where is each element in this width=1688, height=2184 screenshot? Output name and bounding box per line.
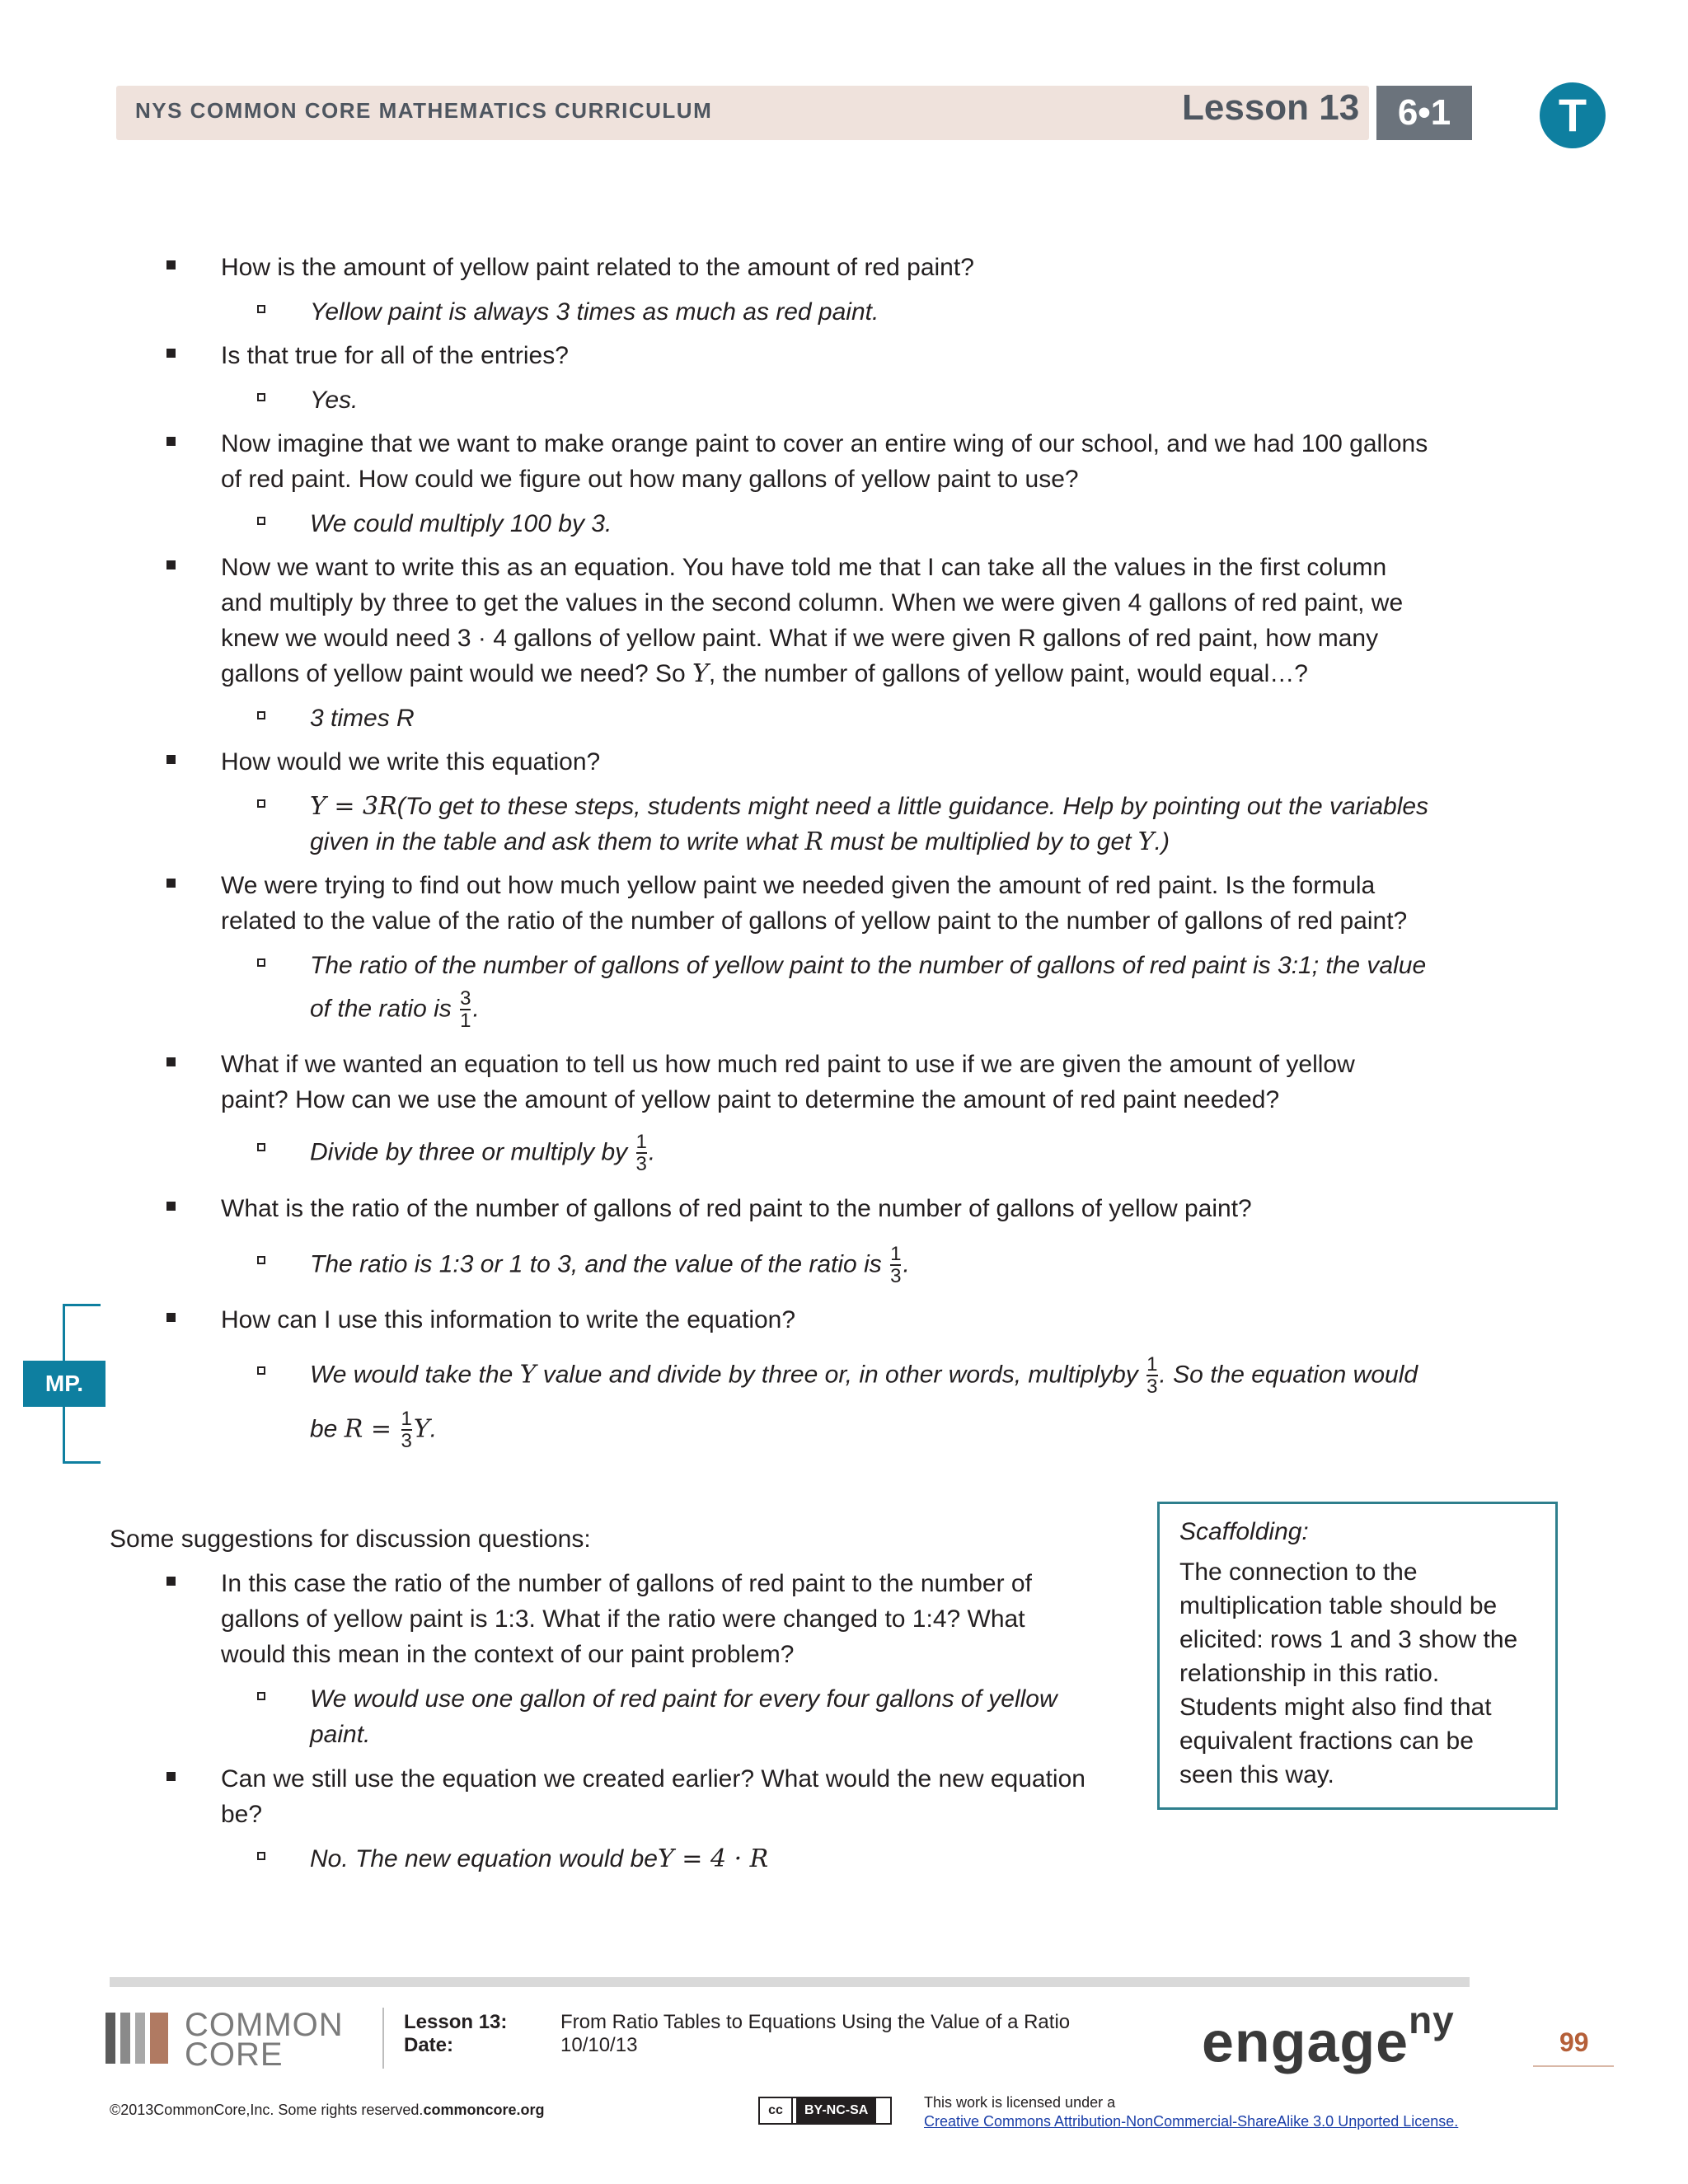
footer-date: 10/10/13 bbox=[560, 2034, 638, 2056]
question-3-line-2: of red paint. How could we figure out how many gallons of yellow paint to use? bbox=[221, 466, 1079, 493]
suggestion-question-1-line-2: gallons of yellow paint is 1:3. What if the ratio were changed to 1:4? What bbox=[221, 1605, 1025, 1633]
engageny-logo: engage$^{ny}$ bbox=[1202, 1999, 1455, 2074]
sub-bullet-icon bbox=[257, 393, 265, 401]
question-9: How can I use this information to write the equation? bbox=[221, 1306, 796, 1333]
sub-bullet-icon bbox=[257, 1256, 265, 1264]
sub-bullet-icon bbox=[257, 517, 265, 525]
answer-3: We could multiply 100 by 3. bbox=[310, 510, 612, 537]
copyright: ©2013CommonCore,Inc. Some rights reserved.commoncore.org bbox=[110, 2102, 545, 2118]
scaffolding-box bbox=[1157, 1502, 1558, 1810]
fraction: $\frac{1}{3}$ bbox=[401, 1408, 412, 1452]
curriculum-title: NYS COMMON CORE MATHEMATICS CURRICULUM bbox=[135, 98, 713, 123]
page-number: 99 bbox=[1559, 2027, 1589, 2057]
answer-2: Yes. bbox=[310, 387, 359, 414]
footer-date-label: Date: bbox=[404, 2034, 454, 2056]
bullet-icon bbox=[166, 1577, 176, 1586]
logo-bar-icon bbox=[106, 2013, 115, 2064]
suggestion-answer-1-line-2: paint. bbox=[310, 1721, 371, 1748]
grade-module-badge: 6•1 bbox=[1376, 86, 1472, 140]
question-2: Is that true for all of the entries? bbox=[221, 342, 569, 369]
suggestion-question-1-line-3: would this mean in the context of our paint problem? bbox=[221, 1641, 795, 1668]
question-8: What is the ratio of the number of gallons of red paint to the number of gallons of yellow paint? bbox=[221, 1195, 1252, 1222]
sub-bullet-icon bbox=[257, 799, 265, 808]
logo-text-top: COMMON bbox=[185, 2007, 344, 2043]
scaffolding-line: The connection to the bbox=[1179, 1558, 1418, 1586]
teacher-icon: T bbox=[1540, 82, 1606, 148]
suggestion-answer-2: No. The new equation would beY = 4 · R bbox=[310, 1844, 769, 1873]
sub-bullet-icon bbox=[257, 1366, 265, 1375]
footer-lesson-label: Lesson 13: bbox=[404, 2011, 508, 2033]
answer-5-line-1: Y = 3R(To get to these steps, students might need a little guidance. Help by pointing out the variables bbox=[310, 792, 1429, 821]
bullet-icon bbox=[166, 349, 176, 358]
answer-9-line-2: be R = $\frac{1}{3}$ Y. bbox=[310, 1408, 438, 1452]
question-5: How would we write this equation? bbox=[221, 748, 601, 776]
bullet-icon bbox=[166, 1772, 176, 1781]
footer-rule bbox=[110, 1977, 1470, 1987]
lesson-title: Lesson 13 bbox=[1182, 87, 1360, 128]
sub-bullet-icon bbox=[257, 1143, 265, 1151]
suggestions-heading: Some suggestions for discussion questions: bbox=[110, 1526, 591, 1553]
page-number-rule bbox=[1533, 2065, 1614, 2067]
answer-4: 3 times R bbox=[310, 705, 415, 732]
fraction: $\frac{1}{3}$ bbox=[1146, 1353, 1158, 1398]
question-4-line-2: and multiply by three to get the values in the second column. When we were given 4 gallons of red paint, we bbox=[221, 589, 1404, 616]
question-6-line-1: We were trying to find out how much yellow paint we needed given the amount of red paint. Is the formula bbox=[221, 872, 1376, 899]
question-4-line-1: Now we want to write this as an equation. You have told me that I can take all the values in the first column bbox=[221, 554, 1387, 581]
bullet-icon bbox=[166, 1057, 176, 1066]
sub-bullet-icon bbox=[257, 1852, 265, 1860]
question-6-line-2: related to the value of the ratio of the number of gallons of yellow paint to the number of gallons of red paint? bbox=[221, 907, 1408, 935]
bullet-icon bbox=[166, 260, 176, 269]
bullet-icon bbox=[166, 1313, 176, 1322]
question-4-line-3: knew we would need 3 · 4 gallons of yellow paint. What if we were given R gallons of red paint, how many bbox=[221, 625, 1379, 652]
scaffolding-line: relationship in this ratio. bbox=[1179, 1660, 1440, 1687]
scaffolding-title: Scaffolding: bbox=[1179, 1518, 1309, 1545]
question-3-line-1: Now imagine that we want to make orange paint to cover an entire wing of our school, and we had 100 gallons bbox=[221, 430, 1428, 457]
bullet-icon bbox=[166, 879, 176, 888]
logo-text-bottom: CORE bbox=[185, 2036, 284, 2073]
scaffolding-line: multiplication table should be bbox=[1179, 1592, 1498, 1619]
suggestion-question-2-line-2: be? bbox=[221, 1801, 263, 1828]
sub-bullet-icon bbox=[257, 958, 265, 967]
sub-bullet-icon bbox=[257, 711, 265, 719]
license-link[interactable]: Creative Commons Attribution-NonCommercial-ShareAlike 3.0 Unported License. bbox=[924, 2113, 1459, 2130]
scaffolding-line: elicited: rows 1 and 3 show the bbox=[1179, 1626, 1518, 1653]
answer-1: Yellow paint is always 3 times as much as red paint. bbox=[310, 298, 879, 326]
equation: Y = 3R bbox=[310, 792, 397, 821]
suggestion-question-2-line-1: Can we still use the equation we created earlier? What would the new equation bbox=[221, 1765, 1085, 1793]
answer-9-line-1: We would take the Y value and divide by three or, in other words, multiplyby $\frac{1}{3}$ . So the equation would bbox=[310, 1353, 1418, 1398]
mp-label: MP. bbox=[23, 1361, 106, 1407]
license-text: This work is licensed under a bbox=[924, 2094, 1116, 2111]
sub-bullet-icon bbox=[257, 1692, 265, 1700]
question-4-line-4: gallons of yellow paint would we need? So Y, the number of gallons of yellow paint, would equal…? bbox=[221, 659, 1308, 688]
suggestion-answer-1-line-1: We would use one gallon of red paint for every four gallons of yellow bbox=[310, 1685, 1057, 1713]
scaffolding-line: equivalent fractions can be bbox=[1179, 1727, 1474, 1755]
answer-6-line-1: The ratio of the number of gallons of yellow paint to the number of gallons of red paint is 3:1; the value bbox=[310, 952, 1427, 979]
bullet-icon bbox=[166, 437, 176, 446]
sub-bullet-icon bbox=[257, 305, 265, 313]
footer-divider bbox=[382, 2008, 384, 2069]
answer-7: Divide by three or multiply by $\frac{1}{3}$ . bbox=[310, 1131, 656, 1175]
bullet-icon bbox=[166, 560, 176, 569]
logo-bar-icon bbox=[150, 2013, 168, 2064]
question-7-line-1: What if we wanted an equation to tell us how much red paint to use if we are given the amount of yellow bbox=[221, 1051, 1355, 1078]
cc-license-badge-icon: cc BY-NC-SA bbox=[758, 2097, 892, 2125]
fraction: $\frac{1}{3}$ bbox=[890, 1243, 902, 1287]
scaffolding-line: seen this way. bbox=[1179, 1761, 1334, 1788]
question-1: How is the amount of yellow paint related to the amount of red paint? bbox=[221, 254, 974, 281]
fraction: $\frac{3}{1}$ bbox=[460, 987, 471, 1032]
bullet-icon bbox=[166, 1202, 176, 1211]
answer-8: The ratio is 1:3 or 1 to 3, and the value of the ratio is $\frac{1}{3}$ . bbox=[310, 1243, 910, 1287]
fraction: $\frac{1}{3}$ bbox=[635, 1131, 647, 1175]
logo-bar-icon bbox=[120, 2013, 130, 2064]
question-7-line-2: paint? How can we use the amount of yellow paint to determine the amount of red paint needed? bbox=[221, 1086, 1280, 1113]
bullet-icon bbox=[166, 755, 176, 764]
suggestion-question-1-line-1: In this case the ratio of the number of gallons of red paint to the number of bbox=[221, 1570, 1032, 1597]
footer-lesson-title: From Ratio Tables to Equations Using the Value of a Ratio bbox=[560, 2011, 1071, 2033]
common-core-logo bbox=[106, 2007, 361, 2073]
answer-5-line-2: given in the table and ask them to write what R must be multiplied by to get Y.) bbox=[310, 827, 1170, 856]
logo-bar-icon bbox=[135, 2013, 145, 2064]
scaffolding-line: Students might also find that bbox=[1179, 1694, 1492, 1721]
answer-6-line-2: of the ratio is $\frac{3}{1}$ . bbox=[310, 987, 480, 1032]
